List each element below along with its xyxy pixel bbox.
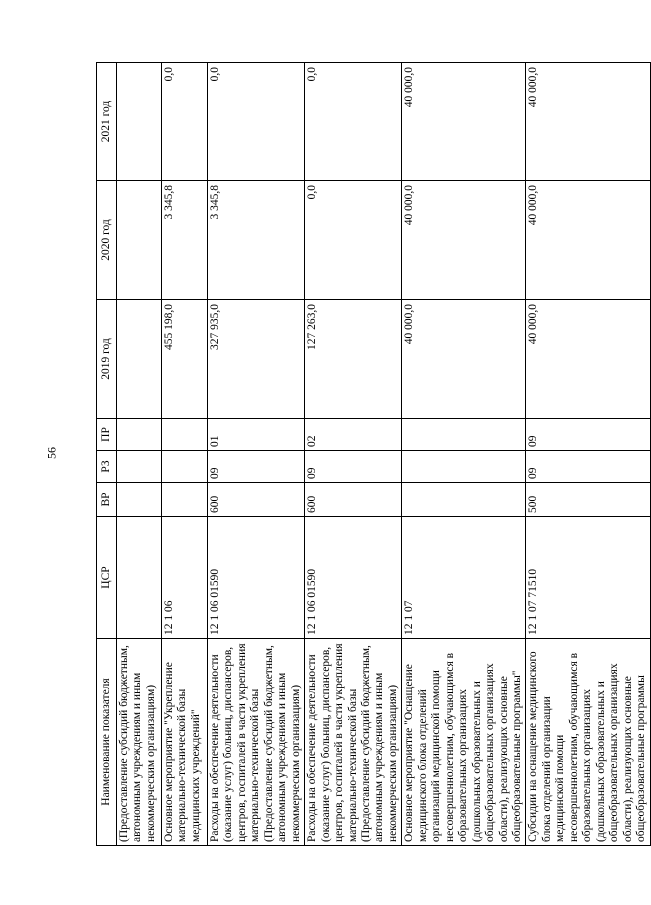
cell-vr — [117, 483, 162, 517]
cell-pr — [162, 419, 208, 451]
cell-2019: 327 935,0 — [208, 300, 305, 419]
cell-2019: 127 263,0 — [305, 300, 402, 419]
cell-csr: 12 1 07 — [402, 517, 526, 639]
cell-name: Расходы на обеспечение деятельности (оказание услуг) больниц, диспансеров, центров, госпиталей в части укрепления материально-технической базы (Предоставление субсидий бюджетным, автономным учреждениям и иным некоммерческим организациям) — [305, 639, 402, 846]
cell-rz: 09 — [305, 451, 402, 483]
header-name: Наименование показателя — [97, 639, 117, 846]
table-row — [208, 63, 305, 846]
cell-name: Субсидии на оснащение медицинского блока отделений организации медицинской помощи несовершеннолетним, обучающимся в образовательных организациях (дошкольных образовательных и общеобразовательных организациях области), реализующих основные общеобразовательные программы — [526, 639, 650, 846]
cell-pr: 01 — [208, 419, 305, 451]
cell-2019: 455 198,0 — [162, 300, 208, 419]
cell-2020: 0,0 — [305, 181, 402, 300]
header-vr: ВР — [97, 483, 117, 517]
table-row — [402, 63, 526, 846]
header-2019: 2019 год — [97, 300, 117, 419]
cell-2020 — [117, 181, 162, 300]
page-number: 56 — [44, 447, 59, 459]
cell-2021: 0,0 — [305, 63, 402, 181]
budget-table — [96, 62, 651, 846]
table-row — [117, 63, 162, 846]
cell-pr — [117, 419, 162, 451]
cell-2021: 0,0 — [208, 63, 305, 181]
cell-csr: 12 1 07 71510 — [526, 517, 650, 639]
cell-csr: 12 1 06 01590 — [208, 517, 305, 639]
cell-csr: 12 1 06 — [162, 517, 208, 639]
cell-2021: 40 000,0 — [526, 63, 650, 181]
cell-name: Основное мероприятие "Укрепление материально-технической базы медицинских учреждений" — [162, 639, 208, 846]
cell-name: (Предоставление субсидий бюджетным, автономным учреждениям и иным некоммерческим организациям) — [117, 639, 162, 846]
cell-2021: 0,0 — [162, 63, 208, 181]
rotated-table-wrapper — [96, 63, 648, 846]
cell-rz: 09 — [526, 451, 650, 483]
cell-2021 — [117, 63, 162, 181]
cell-name: Расходы на обеспечение деятельности (оказание услуг) больниц, диспансеров, центров, госпиталей в части укрепления материально-технической базы (Предоставление субсидий бюджетным, автономным учреждениям и иным некоммерческим организациям) — [208, 639, 305, 846]
cell-2019: 40 000,0 — [402, 300, 526, 419]
cell-csr — [117, 517, 162, 639]
cell-2019: 40 000,0 — [526, 300, 650, 419]
table-row — [162, 63, 208, 846]
cell-rz — [162, 451, 208, 483]
header-2021: 2021 год — [97, 63, 117, 181]
cell-vr: 600 — [208, 483, 305, 517]
cell-csr: 12 1 06 01590 — [305, 517, 402, 639]
header-pr: ПР — [97, 419, 117, 451]
header-2020: 2020 год — [97, 181, 117, 300]
cell-vr — [162, 483, 208, 517]
header-rz: РЗ — [97, 451, 117, 483]
table-header-row — [97, 63, 117, 846]
cell-2021: 40 000,0 — [402, 63, 526, 181]
cell-name: Основное мероприятие "Оснащение медицинского блока отделений организаций медицинской помощи несовершеннолетним, обучающимся в образовательных организациях (дошкольных образовательных и общеобразовательных организациях области), реализующих основные общеобразовательные программы" — [402, 639, 526, 846]
cell-2020: 3 345,8 — [162, 181, 208, 300]
table-row — [305, 63, 402, 846]
cell-rz: 09 — [208, 451, 305, 483]
cell-pr: 02 — [305, 419, 402, 451]
cell-rz — [117, 451, 162, 483]
cell-2019 — [117, 300, 162, 419]
table-row — [526, 63, 650, 846]
cell-2020: 40 000,0 — [526, 181, 650, 300]
cell-pr — [402, 419, 526, 451]
cell-vr: 600 — [305, 483, 402, 517]
cell-vr — [402, 483, 526, 517]
header-csr: ЦСР — [97, 517, 117, 639]
cell-rz — [402, 451, 526, 483]
cell-vr: 500 — [526, 483, 650, 517]
cell-2020: 40 000,0 — [402, 181, 526, 300]
cell-2020: 3 345,8 — [208, 181, 305, 300]
cell-pr: 09 — [526, 419, 650, 451]
